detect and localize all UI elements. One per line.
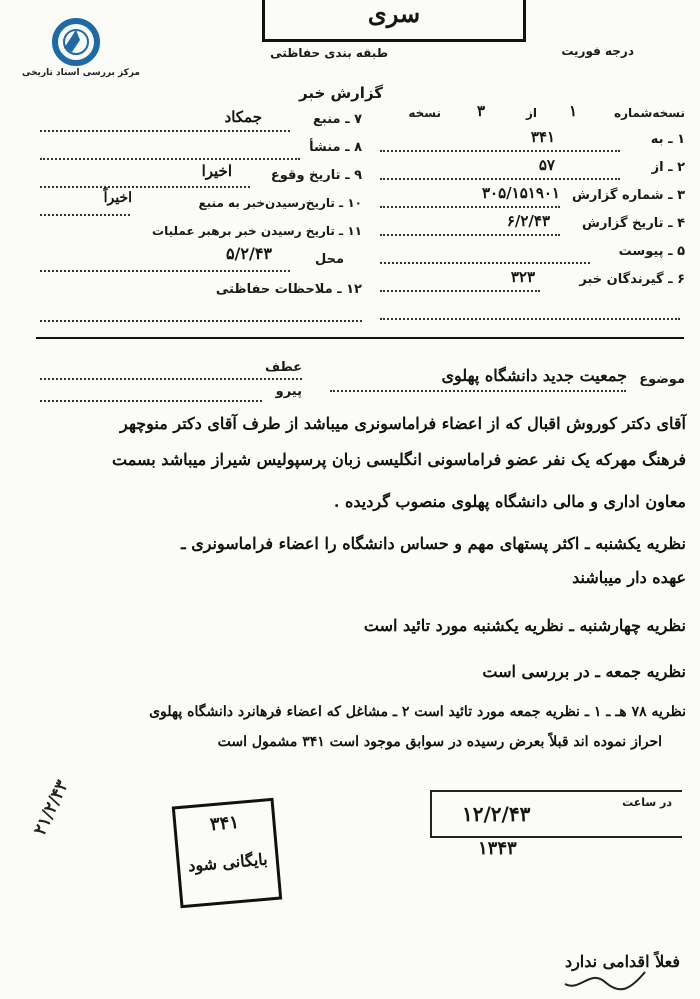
copy-word-label: نسخه [408,106,441,120]
extra-dotted-line [40,320,362,322]
field-source-receipt-label: ۱۰ ـ تاریخ‌رسیدن‌خبر به منبع [198,196,362,210]
body-line: نظریه جمعه ـ در بررسی است [482,662,686,681]
field-to-value: ۳۴۱ [530,128,555,146]
copy-number-row [400,104,685,126]
margin-note: ۲۱/۲/۴۳ [30,777,73,839]
received-stamp-label: در ساعت [622,796,672,809]
field-source-receipt-value: اخیراً [103,190,132,206]
field-origin-label: ۸ ـ منشأ [309,140,362,155]
archive-stamp-number: ۳۴۱ [209,811,240,836]
left-field-row [40,192,362,218]
archive-stamp [172,798,283,909]
right-field-row [380,240,685,266]
copy-number-label: نسخه‌شماره [614,106,685,120]
extra-dotted-line [380,318,680,320]
body-line: نظریه چهارشنبه ـ نظریه یکشنبه مورد تائید است [363,616,686,635]
left-field-row [40,278,362,304]
field-report-number-value: ۳۰۵/۱۵۱۹۰۱ [482,184,560,202]
archive-logo-icon [46,18,106,66]
archive-logo [46,18,106,66]
left-field-row [40,244,362,274]
classification-label: طبقه بندی حفاظتی [270,46,388,60]
reference-dotted-line [40,378,302,380]
copy-number-value: ۱ [568,102,577,120]
body-line: احراز نموده اند قبلاً بعرض رسیده در سوابق موجود است ۳۴۱ مشمول است [217,734,662,750]
received-stamp-value: ۱۲/۲/۴۳ [462,802,531,826]
top-stamp-text: سری [367,0,421,28]
body-line: عهده دار میباشند [572,568,686,587]
subject-label: موضوع [639,372,685,387]
field-to-label: ۱ ـ به [650,132,685,147]
right-field-row [380,184,685,210]
field-attachment-label: ۵ ـ پیوست [618,244,685,259]
left-fields [40,108,362,308]
report-body [30,400,686,780]
archive-stamp-text: بایگانی شود [187,849,269,876]
body-line: آقای دکتر کوروش اقبال که از اعضاء فراماسونری میباشد از طرف آقای دکتر منوچهر [120,414,686,433]
body-line: نظریه ۷۸ هـ ـ ۱ ـ نظریه جمعه مورد تائید است ۲ ـ مشاغل که اعضاء فرهانرد دانشگاه پهلوی [149,704,686,720]
field-place-label: محل [314,252,344,267]
left-field-row [40,220,362,246]
received-stamp-subtext: ۱۳۴۳ [478,838,517,859]
field-place-value: ۵/۲/۴۳ [225,244,272,263]
reference-label: عطف [264,360,302,375]
body-line: نظریه یکشنبه ـ اکثر پستهای مهم و حساس دانشگاه را اعضاء فراماسونری ـ [180,534,686,553]
copy-total-value: ۳ [476,102,485,120]
signature-scribble [560,964,650,994]
subject-row [330,366,685,392]
left-field-row [40,108,362,134]
follow-up-label: پیرو [275,384,302,399]
field-event-date-value: اخیرا [201,162,232,180]
field-security-notes-label: ۱۲ ـ ملاحظات حفاظتی [215,282,362,297]
field-from-label: ۲ ـ از [651,160,685,175]
field-source-value: جمکاد [224,108,262,126]
field-report-number-label: ۳ ـ شماره گزارش [571,188,685,203]
right-field-row [380,156,685,182]
field-report-date-value: ۶/۲/۴۳ [506,212,550,230]
top-classification-stamp [262,0,526,42]
field-report-date-label: ۴ ـ تاریخ گزارش [582,216,685,231]
footer-note: فعلاً اقدامی ندارد [564,952,680,971]
field-source-label: ۷ ـ منبع [313,112,362,127]
field-from-value: ۵۷ [538,156,555,174]
field-event-date-label: ۹ ـ تاریخ وقوع [270,168,362,183]
right-field-row [380,212,685,238]
urgency-label: درجه فوریت [561,44,634,58]
field-recipients-label: ۶ ـ گیرندگان خبر [579,272,685,287]
left-field-row [40,136,362,162]
copy-of-label: از [525,106,537,120]
archive-logo-caption: مرکز بررسی اسناد تاریخی [21,68,141,78]
received-date-stamp [430,790,682,838]
section-divider [36,337,684,339]
body-line: معاون اداری و مالی دانشگاه پهلوی منصوب گردیده . [333,492,686,511]
body-line: فرهنگ مهرکه یک نفر عضو فراماسونی انگلیسی زبان پرسپولیس شیراز میباشد بسمت [112,450,686,469]
page-title: گزارش خبر [298,84,384,102]
field-recipients-value: ۳۲۳ [510,268,535,286]
field-ops-receipt-label: ۱۱ ـ تاریخ رسیدن خبر برهبر عملیات [152,224,362,238]
left-field-row [40,164,362,190]
subject-value: جمعیت جدید دانشگاه پهلوی [441,366,627,385]
right-field-row [380,268,685,294]
signature-icon [560,964,650,994]
right-fields [380,128,685,298]
right-field-row [380,128,685,154]
